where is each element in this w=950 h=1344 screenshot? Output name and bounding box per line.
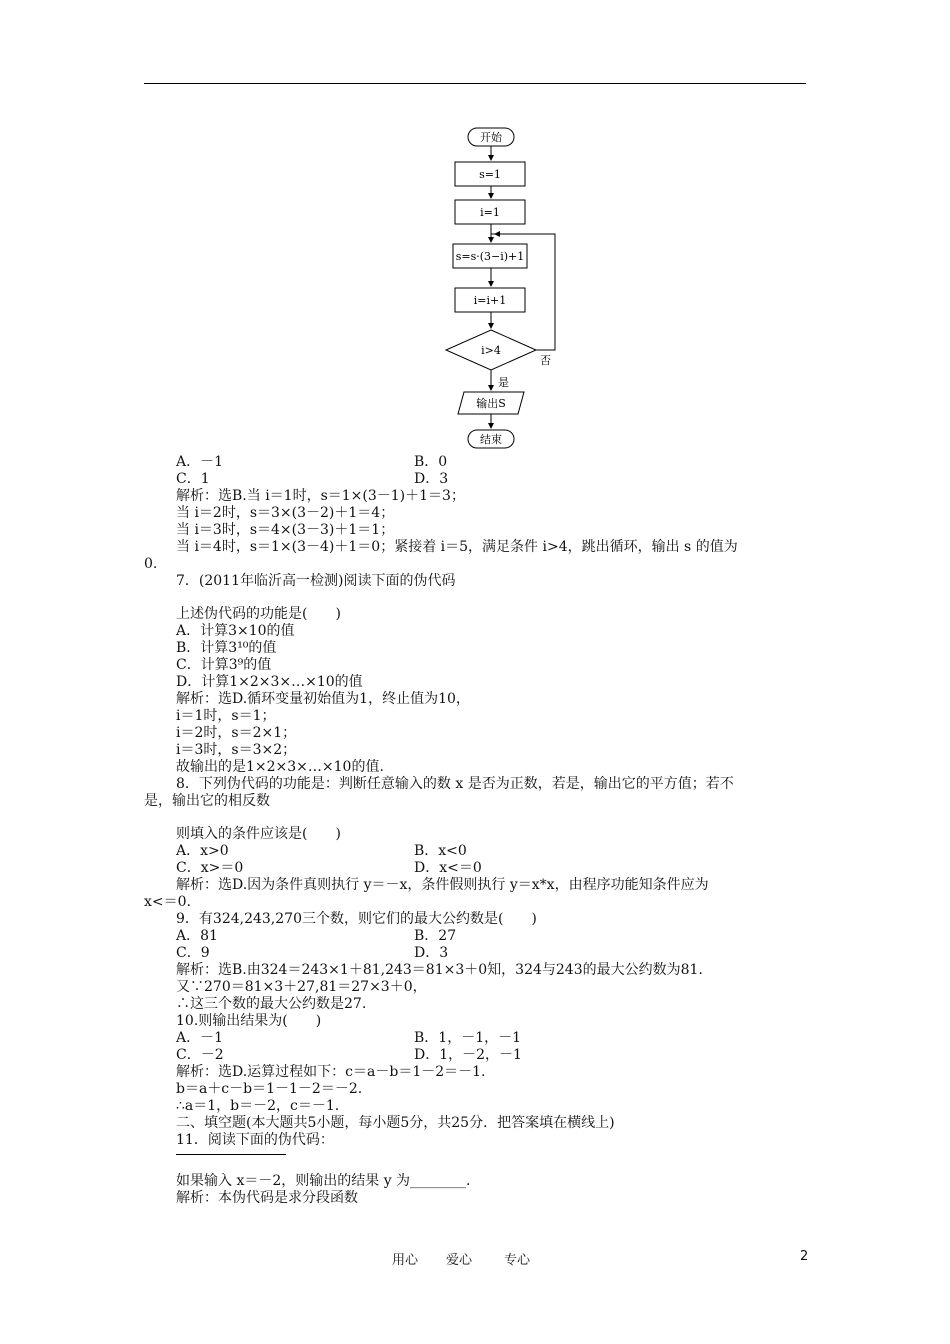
footer-c: 专心 [504, 1253, 531, 1268]
text-line: i＝2时，s＝2×1； [176, 725, 297, 741]
text-line: C．9 [176, 945, 210, 961]
code-placeholder-rule [176, 1154, 286, 1155]
text-line: i＝3时，s＝3×2； [176, 742, 297, 758]
text-line: 解析：选B.由324＝243×1＋81,243＝81×3＋0知，324与243的最大公约数为81. [176, 962, 703, 978]
text-line: 二、填空题(本大题共5小题，每小题5分，共25分．把答案填在横线上) [176, 1115, 615, 1131]
text-line: 11．阅读下面的伪代码： [176, 1132, 334, 1148]
text-line: 解析：选D.运算过程如下：c＝a－b＝1－2＝－1. [176, 1064, 486, 1080]
text-line: 解析：选B.当 i＝1时，s＝1×(3－1)＋1＝3； [176, 488, 465, 504]
text-line: 是，输出它的相反数 [144, 793, 270, 809]
option-right: D．3 [414, 471, 449, 487]
text-line: 解析：选D.循环变量初始值为1，终止值为10， [176, 691, 470, 707]
flow-start-text: 开始 [480, 131, 502, 144]
flow-step-update-i-text: i=i+1 [473, 294, 507, 307]
flow-no-label: 否 [540, 354, 551, 367]
text-line: 解析：本伪代码是求分段函数 [176, 1190, 358, 1206]
flow-condition-text: i>4 [481, 344, 501, 357]
flow-step-i1-text: i=1 [480, 206, 500, 219]
flow-end-text: 结束 [480, 433, 502, 446]
flow-step-s1-text: s=1 [479, 168, 501, 181]
text-line: 当 i＝4时，s＝1×(3－4)＋1＝0；紧接着 i＝5，满足条件 i>4，跳出循环，输出 s 的值为 [176, 539, 738, 555]
option-right: B．0 [414, 454, 448, 470]
text-line: ∴这三个数的最大公约数是27. [176, 996, 367, 1012]
text-line: 则填入的条件应该是( ) [176, 826, 341, 842]
option-right: B．27 [414, 928, 457, 944]
text-line: 故输出的是1×2×3×…×10的值. [176, 759, 384, 775]
text-line: 10.则输出结果为( ) [176, 1013, 322, 1029]
flow-step-update-s-text: s=s·(3−i)+1 [455, 250, 525, 263]
text-line: C．x>＝0 [176, 860, 244, 876]
text-line: 9．有324,243,270三个数，则它们的最大公约数是( ) [176, 911, 537, 927]
text-line: 当 i＝3时，s＝4×(3－3)＋1＝1； [176, 522, 395, 538]
text-line: A．－1 [176, 1030, 224, 1046]
text-line: 解析：选D.因为条件真则执行 y＝－x，条件假则执行 y＝x*x，由程序功能知条件应为 [176, 877, 709, 893]
text-line: i＝1时，s＝1； [176, 708, 276, 724]
text-line: 8．下列伪代码的功能是：判断任意输入的数 x 是否为正数，若是，输出它的平方值；若不 [176, 776, 734, 792]
text-line: A．81 [176, 928, 218, 944]
page-number: 2 [800, 1249, 809, 1264]
option-right: D．3 [414, 945, 449, 961]
option-right: B．1，－1，－1 [414, 1030, 522, 1046]
text-line: 又∵270＝81×3＋27,81＝27×3＋0， [176, 979, 427, 995]
text-line: A．计算3×10的值 [176, 623, 295, 639]
text-line: ∴a＝1，b＝－2，c＝－1. [176, 1098, 340, 1114]
text-line: 如果输入 x＝－2，则输出的结果 y 为________. [176, 1173, 471, 1189]
flowchart [440, 118, 580, 458]
option-right: B．x<0 [414, 843, 467, 859]
option-right: D．1，－2，－1 [414, 1047, 522, 1063]
text-line: B．计算3¹⁰的值 [176, 640, 277, 656]
text-line: b＝a＋c－b＝1－1－2＝－2. [176, 1081, 363, 1097]
text-line: C．1 [176, 471, 210, 487]
text-line: A．x>0 [176, 843, 229, 859]
text-line: C．计算3⁹的值 [176, 657, 272, 673]
header-rule [144, 83, 806, 84]
text-line: 上述伪代码的功能是( ) [176, 606, 341, 622]
text-line: A．－1 [176, 454, 224, 470]
flow-yes-label: 是 [498, 376, 509, 389]
text-line: x<＝0. [144, 894, 191, 910]
text-line: 7．(2011年临沂高一检测)阅读下面的伪代码 [176, 573, 456, 589]
text-line: 0. [144, 556, 158, 572]
option-right: D．x<＝0 [414, 860, 482, 876]
text-line: C．－2 [176, 1047, 224, 1063]
footer-a: 用心 [392, 1253, 419, 1268]
text-line: D．计算1×2×3×…×10的值 [176, 674, 363, 690]
text-line: 当 i＝2时，s＝3×(3－2)＋1＝4； [176, 505, 395, 521]
footer-b: 爱心 [446, 1253, 473, 1268]
flow-output-text: 输出S [476, 397, 506, 410]
